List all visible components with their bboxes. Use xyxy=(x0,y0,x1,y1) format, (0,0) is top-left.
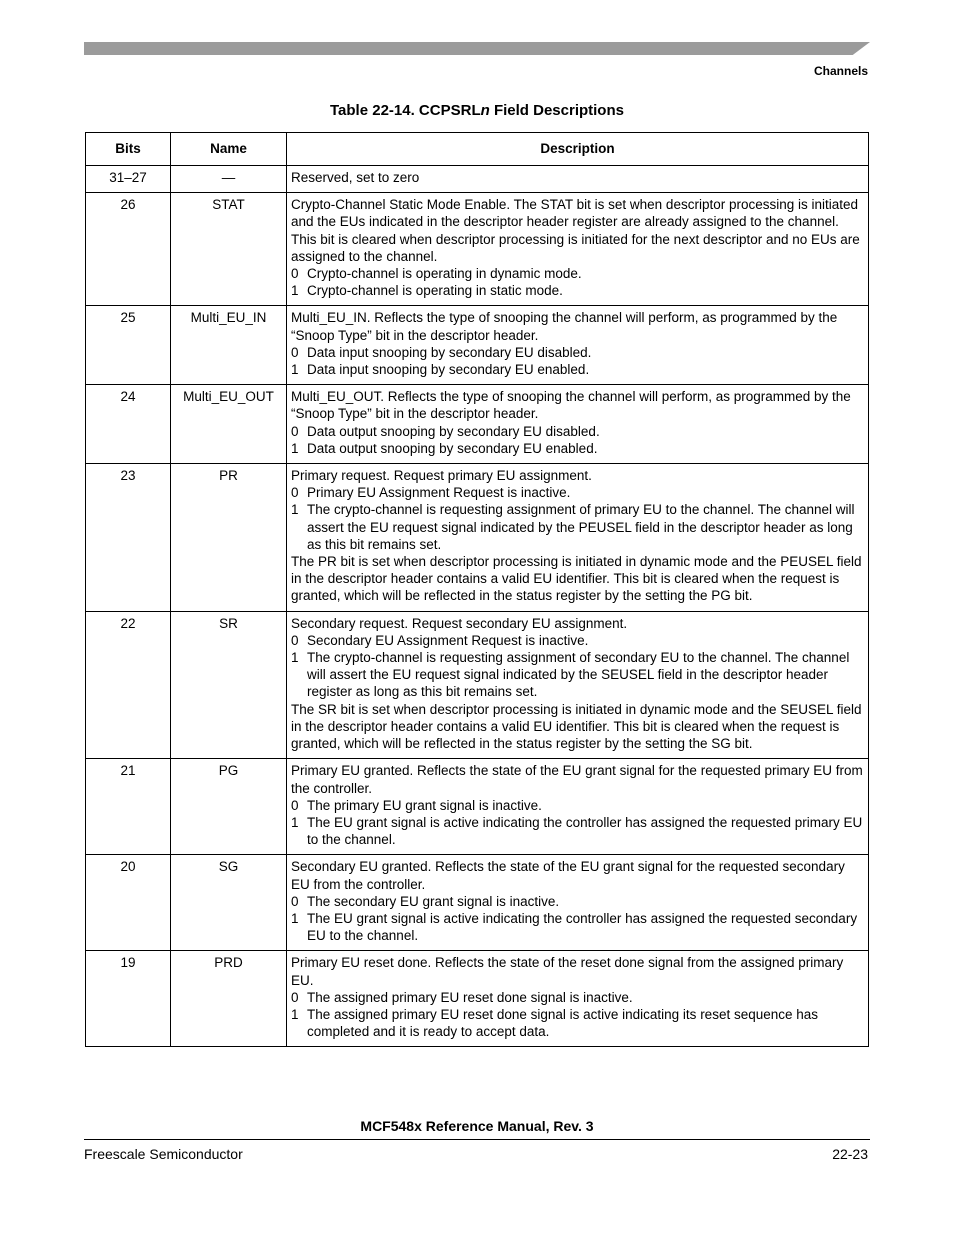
bits-cell: 19 xyxy=(86,951,171,1047)
table-title: Table 22-14. CCPSRLn Field Descriptions xyxy=(330,102,624,119)
encoding-text: Secondary EU Assignment Request is inactive. xyxy=(307,632,589,648)
description-text: Multi_EU_IN. Reflects the type of snooping the channel will perform, as programmed by the “Snoop Type” bit in the descriptor header. xyxy=(291,310,838,343)
description-cell xyxy=(287,464,869,612)
encoding-value: 1 xyxy=(291,283,299,299)
encoding-value: 1 xyxy=(291,502,299,518)
bits-cell: 31–27 xyxy=(86,166,171,193)
footer-divider xyxy=(84,1139,870,1140)
name-cell: Multi_EU_IN xyxy=(171,306,287,385)
table-row xyxy=(86,193,869,306)
encoding-text: Data input snooping by secondary EU disabled. xyxy=(307,344,592,360)
encoding-item xyxy=(291,484,864,501)
table-row xyxy=(86,951,869,1047)
encoding-value: 1 xyxy=(291,440,299,456)
name-cell: PRD xyxy=(171,951,287,1047)
bits-cell: 26 xyxy=(86,193,171,306)
description-text: Secondary EU granted. Reflects the state of the EU grant signal for the requested secondary EU from the controller. xyxy=(291,859,845,892)
encoding-text: The assigned primary EU reset done signal is active indicating its reset sequence has completed and it is ready to accept data. xyxy=(307,1006,819,1040)
description-note: The PR bit is set when descriptor processing is initiated in dynamic mode and the PEUSEL field in the descriptor header contains a valid EU identifier. This bit is cleared when the request is granted, which will be reflected in the status register by the setting the PG bit. xyxy=(291,554,862,604)
encoding-text: The EU grant signal is active indicating the controller has assigned the requested secondary EU to the channel. xyxy=(307,910,858,944)
description-cell xyxy=(287,193,869,306)
name-cell: SG xyxy=(171,855,287,951)
name-cell: — xyxy=(171,166,287,193)
description-text: Primary request. Request primary EU assignment. xyxy=(291,468,592,484)
table-row xyxy=(86,385,869,464)
encoding-value: 0 xyxy=(291,989,299,1005)
encoding-value: 0 xyxy=(291,423,299,439)
table-row xyxy=(86,759,869,855)
encoding-item xyxy=(291,282,864,299)
encoding-text: Data input snooping by secondary EU enabled. xyxy=(307,362,590,378)
description-cell xyxy=(287,166,869,193)
name-cell: PR xyxy=(171,464,287,612)
encoding-text: The crypto-channel is requesting assignment of primary EU to the channel. The channel will assert the EU request signal indicated by the PEUSEL field in the descriptor header as long as this bit remains set. xyxy=(307,502,855,552)
encoding-item xyxy=(291,440,864,457)
name-cell: Multi_EU_OUT xyxy=(171,385,287,464)
encoding-text: The assigned primary EU reset done signal is inactive. xyxy=(307,989,633,1005)
description-text: Primary EU reset done. Reflects the state of the reset done signal from the assigned primary EU. xyxy=(291,955,844,988)
table-row xyxy=(86,855,869,951)
encoding-text: Data output snooping by secondary EU disabled. xyxy=(307,423,600,439)
column-header-name: Name xyxy=(171,133,287,166)
encoding-item xyxy=(291,893,864,910)
encoding-text: Data output snooping by secondary EU enabled. xyxy=(307,440,598,456)
column-header-description: Description xyxy=(287,133,869,166)
encoding-item xyxy=(291,265,864,282)
encoding-text: The crypto-channel is requesting assignment of secondary EU to the channel. The channel will assert the EU request signal indicated by the SEUSEL field in the descriptor header register as long as this bit remains set. xyxy=(307,650,850,700)
description-text: Multi_EU_OUT. Reflects the type of snooping the channel will perform, as programmed by the “Snoop Type” bit in the descriptor header. xyxy=(291,389,851,422)
encoding-value: 1 xyxy=(291,814,299,830)
encoding-text: The secondary EU grant signal is inactive. xyxy=(307,893,560,909)
encoding-item xyxy=(291,423,864,440)
table-row xyxy=(86,464,869,612)
encoding-text: The primary EU grant signal is inactive. xyxy=(307,797,542,813)
encoding-text: Primary EU Assignment Request is inactive. xyxy=(307,485,571,501)
description-note: The SR bit is set when descriptor processing is initiated in dynamic mode and the SEUSEL field in the descriptor header contains a valid EU identifier. This bit is cleared when the request is granted, which will be reflected in the status register by the setting the SG bit. xyxy=(291,701,862,752)
description-text: Reserved, set to zero xyxy=(291,170,420,185)
description-cell xyxy=(287,855,869,951)
page-number: 22-23 xyxy=(832,1146,868,1162)
bits-cell: 22 xyxy=(86,611,171,759)
bits-cell: 24 xyxy=(86,385,171,464)
encoding-item xyxy=(291,797,864,814)
encoding-item xyxy=(291,632,864,649)
encoding-value: 1 xyxy=(291,650,299,666)
section-header: Channels xyxy=(813,64,868,78)
field-descriptions-table xyxy=(85,132,869,1047)
column-header-bits: Bits xyxy=(86,133,171,166)
encoding-value: 1 xyxy=(291,910,299,926)
encoding-text: Crypto-channel is operating in static mode. xyxy=(307,283,563,299)
table-row xyxy=(86,611,869,759)
encoding-value: 1 xyxy=(291,362,299,378)
encoding-value: 0 xyxy=(291,485,299,501)
bits-cell: 25 xyxy=(86,306,171,385)
manual-title: MCF548x Reference Manual, Rev. 3 xyxy=(360,1118,594,1134)
encoding-value: 0 xyxy=(291,797,299,813)
encoding-value: 0 xyxy=(291,266,299,282)
description-cell xyxy=(287,306,869,385)
encoding-item xyxy=(291,344,864,361)
description-cell xyxy=(287,611,869,759)
bits-cell: 20 xyxy=(86,855,171,951)
description-text: Secondary request. Request secondary EU assignment. xyxy=(291,615,628,631)
description-text: Primary EU granted. Reflects the state of the EU grant signal for the requested primary EU from the controller. xyxy=(291,763,863,796)
encoding-item xyxy=(291,910,864,944)
description-text: Crypto-Channel Static Mode Enable. The STAT bit is set when descriptor processing is initiated and the EUs indicated in the descriptor header register are already assigned to the channel. This bit is cleared when descriptor processing is initiated for the next descriptor and no EUs are assigned to the channel. xyxy=(291,197,860,264)
encoding-value: 1 xyxy=(291,1006,299,1022)
encoding-value: 0 xyxy=(291,632,299,648)
name-cell: STAT xyxy=(171,193,287,306)
name-cell: SR xyxy=(171,611,287,759)
table-row xyxy=(86,166,869,193)
encoding-item xyxy=(291,814,864,848)
encoding-value: 0 xyxy=(291,344,299,360)
encoding-item xyxy=(291,1006,864,1040)
encoding-item xyxy=(291,989,864,1006)
encoding-item xyxy=(291,501,864,553)
bits-cell: 23 xyxy=(86,464,171,612)
name-cell: PG xyxy=(171,759,287,855)
encoding-text: The EU grant signal is active indicating the controller has assigned the requested primary EU to the channel. xyxy=(307,814,863,848)
table-header-row xyxy=(86,133,869,166)
header-bar xyxy=(84,42,870,55)
encoding-item xyxy=(291,649,864,701)
encoding-item xyxy=(291,361,864,378)
encoding-value: 0 xyxy=(291,893,299,909)
description-cell xyxy=(287,951,869,1047)
company-name: Freescale Semiconductor xyxy=(84,1146,243,1162)
table-row xyxy=(86,306,869,385)
bits-cell: 21 xyxy=(86,759,171,855)
description-cell xyxy=(287,759,869,855)
encoding-text: Crypto-channel is operating in dynamic mode. xyxy=(307,266,582,282)
description-cell xyxy=(287,385,869,464)
